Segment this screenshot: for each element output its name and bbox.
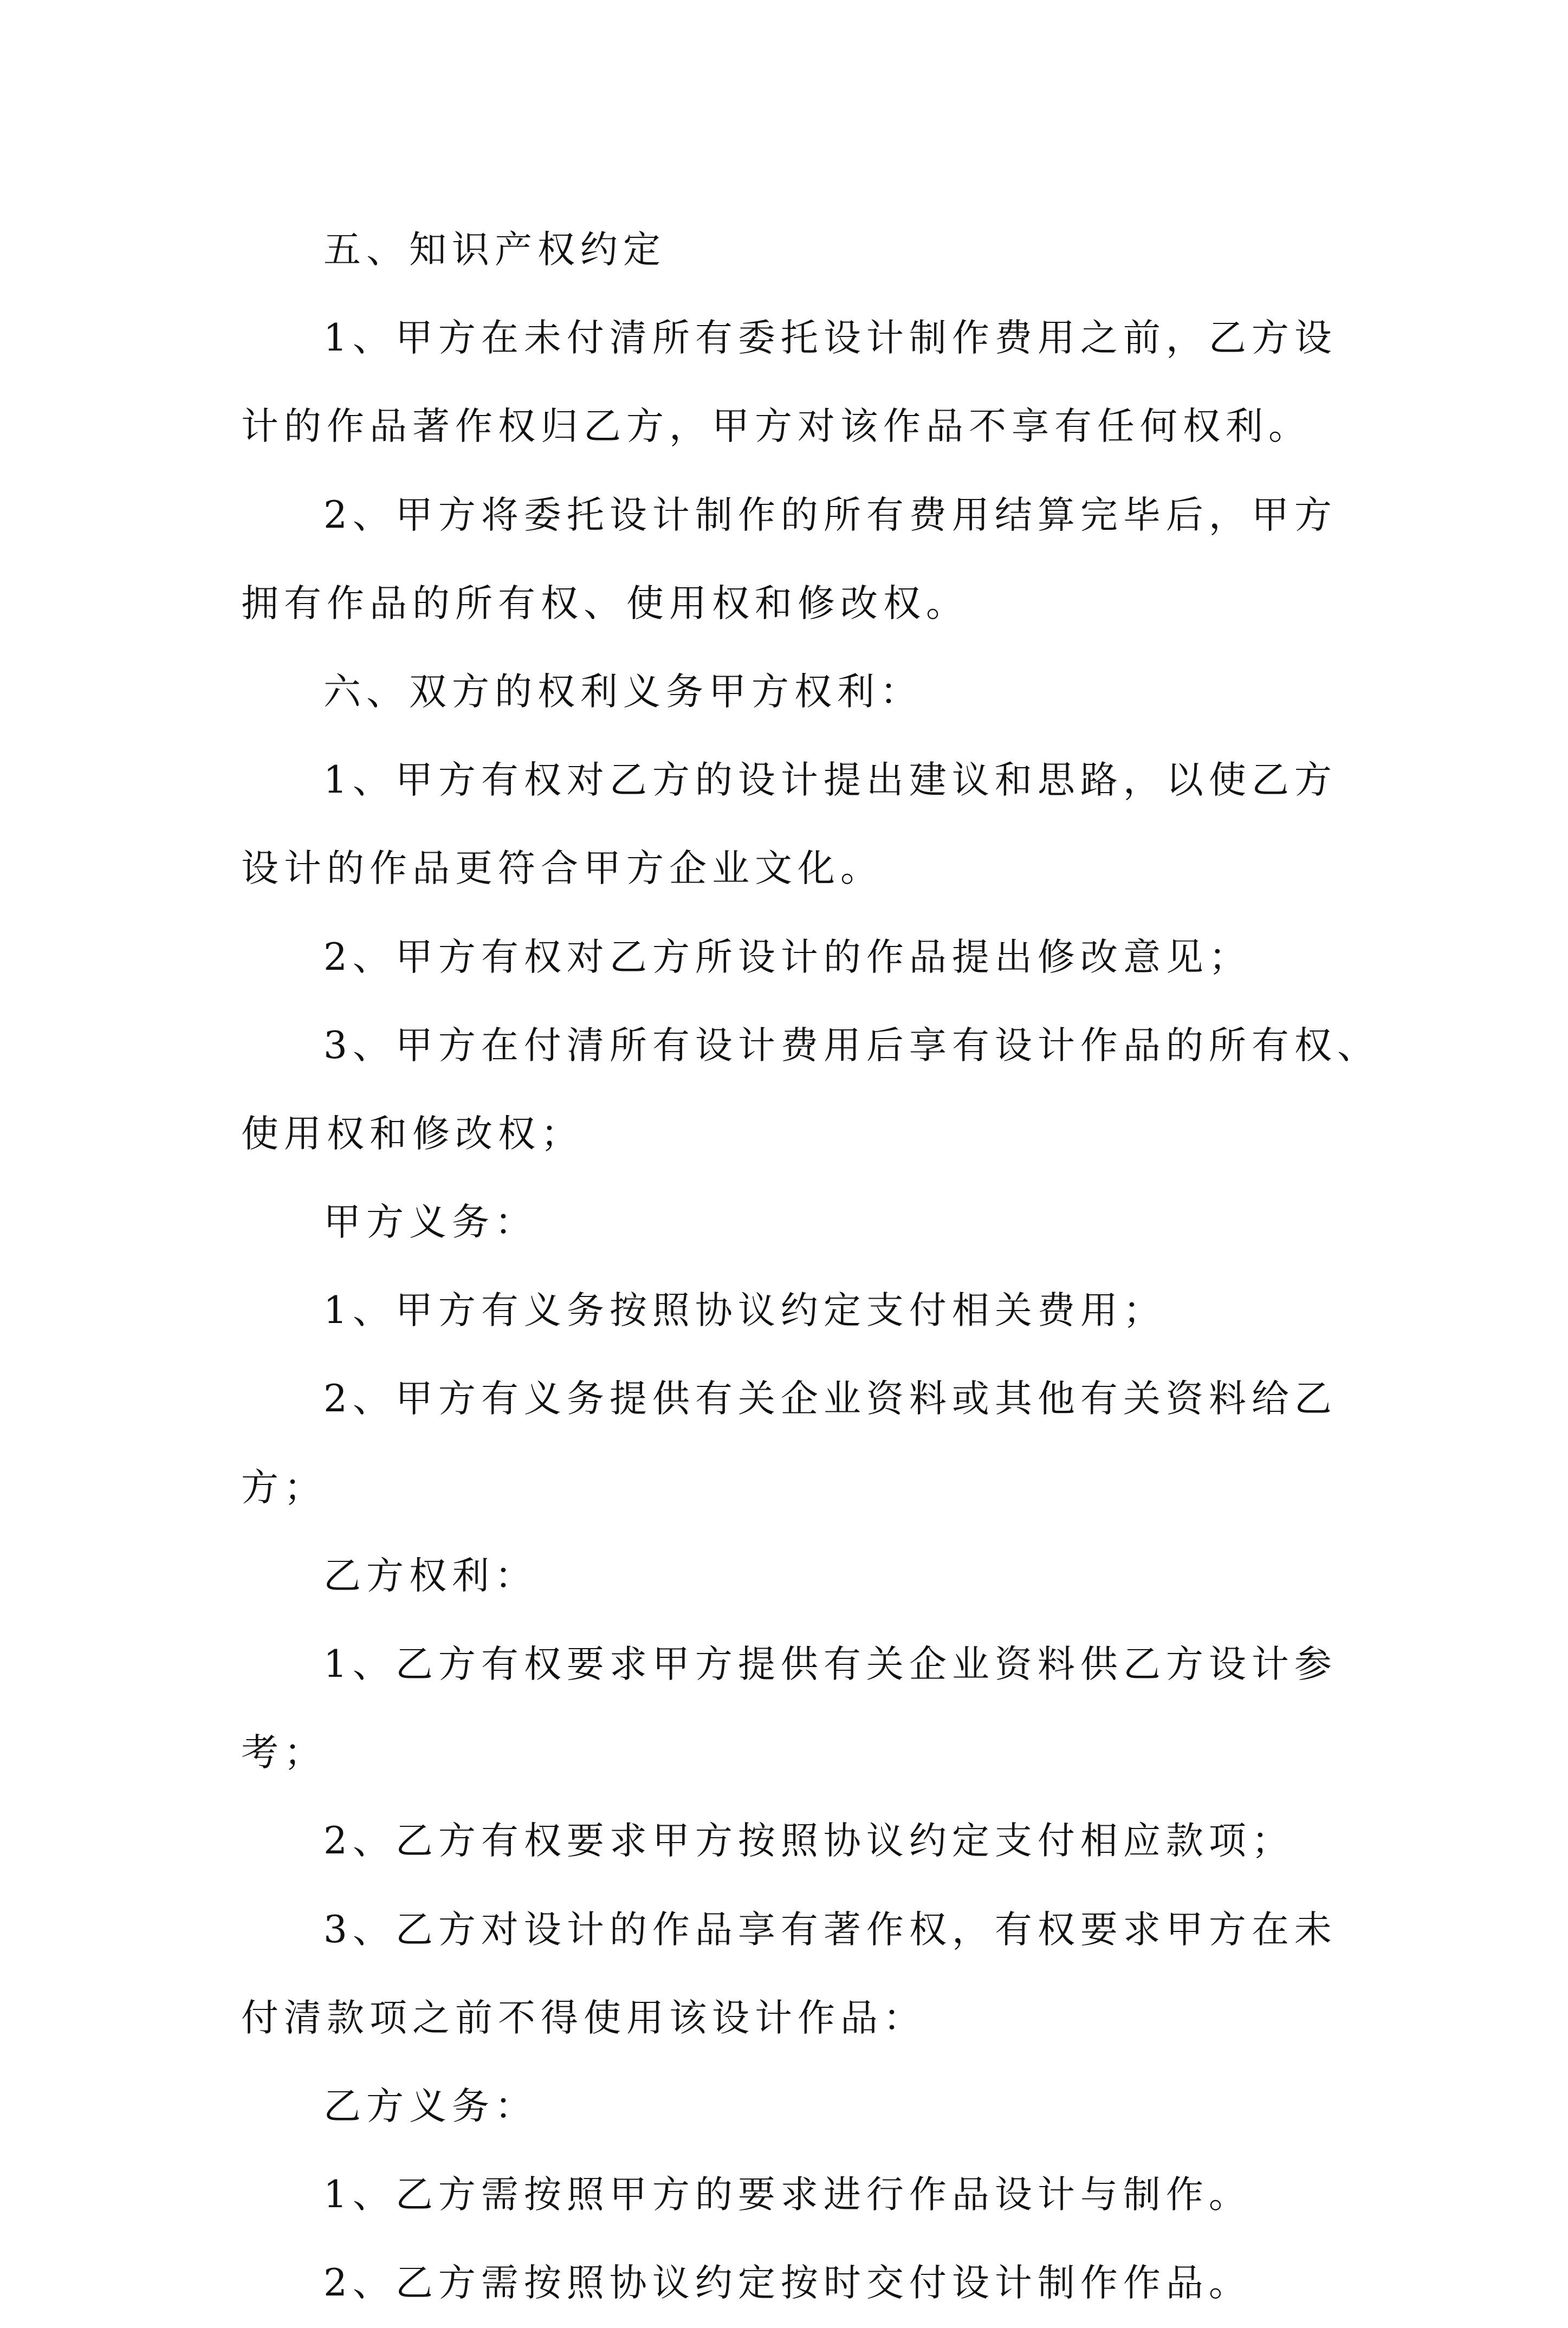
- paragraph-line: 1、甲方有义务按照协议约定支付相关费用；: [323, 1289, 1166, 1333]
- paragraph-line: 2、甲方将委托设计制作的所有费用结算完毕后，甲方: [323, 493, 1337, 537]
- subheading-party-a-obligations: 甲方义务：: [323, 1201, 537, 1244]
- section-heading-rights: 六、双方的权利义务甲方权利：: [323, 670, 923, 714]
- paragraph-line: 2、乙方有权要求甲方按照协议约定支付相应款项；: [323, 1819, 1294, 1863]
- section-heading-ip: 五、知识产权约定: [323, 228, 666, 271]
- paragraph-line: 设计的作品更符合甲方企业文化。: [241, 847, 883, 891]
- paragraph-line: 方；: [241, 1465, 327, 1509]
- paragraph-line: 2、甲方有义务提供有关企业资料或其他有关资料给乙: [323, 1377, 1337, 1421]
- paragraph-line: 1、甲方在未付清所有委托设计制作费用之前，乙方设: [323, 316, 1337, 360]
- paragraph-line: 1、甲方有权对乙方的设计提出建议和思路，以使乙方: [323, 758, 1337, 802]
- subheading-party-b-obligations: 乙方义务：: [323, 2084, 537, 2128]
- subheading-party-b-rights: 乙方权利：: [323, 1554, 537, 1598]
- paragraph-line: 计的作品著作权归乙方，甲方对该作品不享有任何权利。: [241, 405, 1311, 449]
- paragraph-line: 付清款项之前不得使用该设计作品：: [241, 1996, 926, 2040]
- paragraph-line: 2、甲方有权对乙方所设计的作品提出修改意见；: [323, 935, 1252, 979]
- paragraph-line: 2、乙方需按照协议约定按时交付设计制作作品。: [323, 2261, 1252, 2305]
- paragraph-line: 1、乙方需按照甲方的要求进行作品设计与制作。: [323, 2173, 1252, 2217]
- paragraph-line: 3、乙方对设计的作品享有著作权，有权要求甲方在未: [323, 1908, 1337, 1951]
- paragraph-line: 3、甲方在付清所有设计费用后享有设计作品的所有权、: [323, 1023, 1380, 1067]
- paragraph-line: 考；: [241, 1731, 327, 1775]
- document-body: [241, 206, 1379, 2328]
- paragraph-line: 1、乙方有权要求甲方提供有关企业资料供乙方设计参: [323, 1643, 1337, 1686]
- paragraph-line: 拥有作品的所有权、使用权和修改权。: [241, 581, 969, 625]
- paragraph-line: 使用权和修改权；: [241, 1112, 584, 1156]
